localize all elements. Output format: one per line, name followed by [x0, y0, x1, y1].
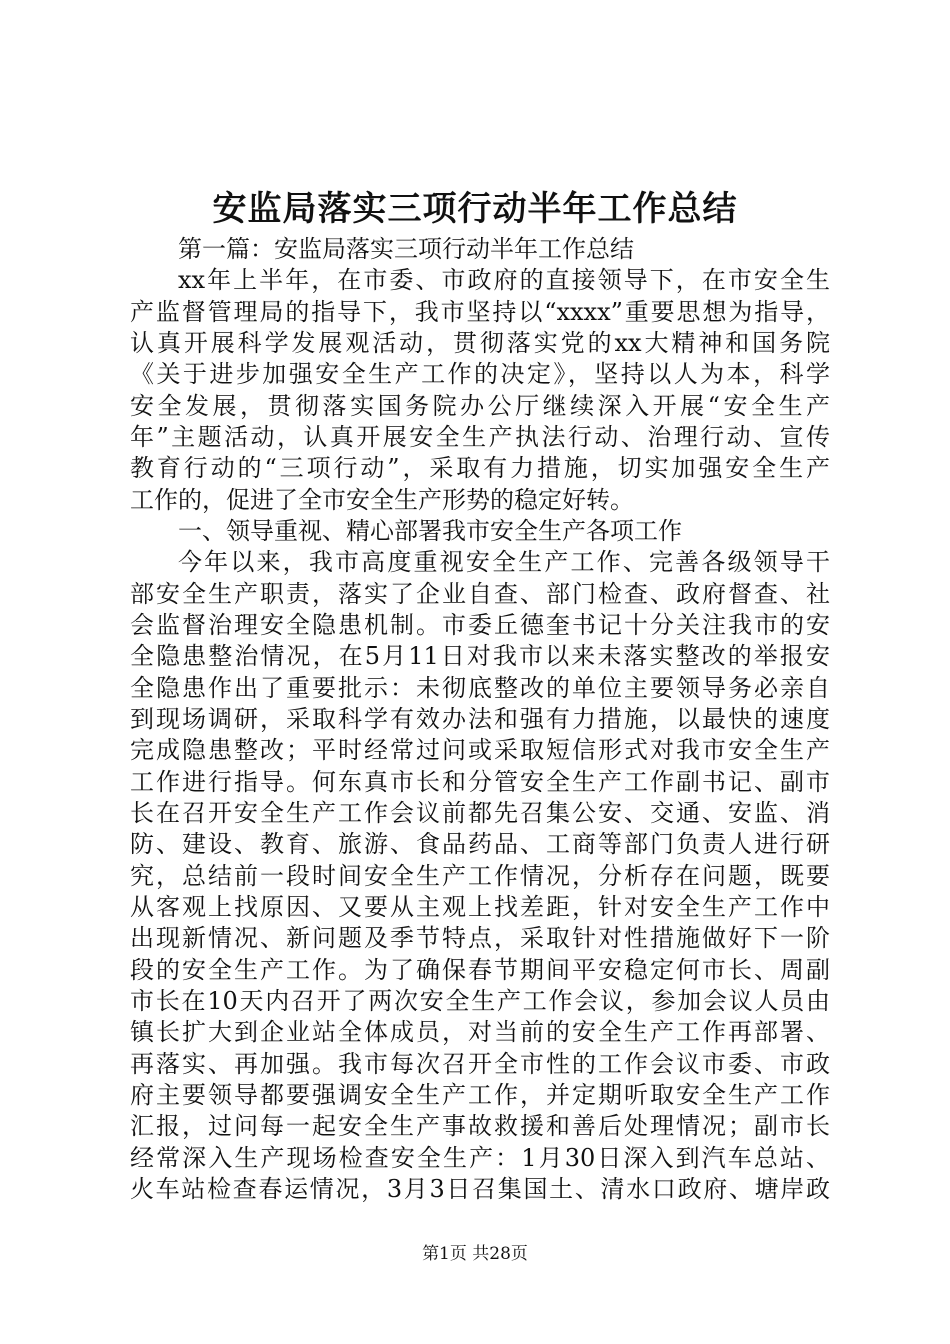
text-line: 市长在10天内召开了两次安全生产工作会议，参加会议人员由 — [130, 986, 830, 1015]
text-line: 出现新情况、新问题及季节特点，采取针对性措施做好下一阶 — [130, 924, 830, 953]
text-line: 从客观上找原因、又要从主观上找差距，针对安全生产工作中 — [130, 892, 830, 921]
text-line: 工作进行指导。何东真市长和分管安全生产工作副书记、副市 — [130, 767, 830, 796]
text-line: 《关于进步加强安全生产工作的决定》，坚持以人为本，科学 — [130, 360, 830, 389]
text-line: 镇长扩大到企业站全体成员，对当前的安全生产工作再部署、 — [130, 1018, 830, 1047]
text-line: 安全发展，贯彻落实国务院办公厅继续深入开展“安全生产 — [130, 391, 830, 420]
text-line: 到现场调研，采取科学有效办法和强有力措施，以最快的速度 — [130, 704, 830, 733]
text-line: 再落实、再加强。我市每次召开全市性的工作会议市委、市政 — [130, 1049, 830, 1078]
text-line: 全隐患作出了重要批示：未彻底整改的单位主要领导务必亲自 — [130, 673, 830, 702]
text-line: 一、领导重视、精心部署我市安全生产各项工作 — [178, 516, 682, 545]
text-line: 部安全生产职责，落实了企业自查、部门检查、政府督查、社 — [130, 579, 830, 608]
text-line: 教育行动的“三项行动”，采取有力措施，切实加强安全生产 — [130, 454, 830, 483]
text-line: xx年上半年，在市委、市政府的直接领导下，在市安全生 — [178, 266, 830, 295]
text-line: 究，总结前一段时间安全生产工作情况，分析存在问题，既要 — [130, 861, 830, 890]
document-title: 安监局落实三项行动半年工作总结 — [212, 189, 738, 229]
text-line: 工作的，促进了全市安全生产形势的稳定好转。 — [130, 485, 634, 514]
text-line: 第一篇：安监局落实三项行动半年工作总结 — [178, 235, 634, 263]
text-line: 完成隐患整改；平时经常过问或采取短信形式对我市安全生产 — [130, 736, 830, 765]
text-line: 产监督管理局的指导下，我市坚持以“xxxx”重要思想为指导， — [130, 297, 830, 326]
text-line: 火车站检查春运情况，3月3日召集国土、清水口政府、塘岸政 — [130, 1174, 830, 1203]
text-line: 防、建设、教育、旅游、食品药品、工商等部门负责人进行研 — [130, 830, 830, 859]
text-line: 府主要领导都要强调安全生产工作，并定期听取安全生产工作 — [130, 1080, 830, 1109]
text-line: 年”主题活动，认真开展安全生产执法行动、治理行动、宣传 — [130, 422, 830, 451]
page-footer: 第1页 共28页 — [422, 1244, 528, 1264]
document-body — [130, 234, 830, 1205]
text-line: 段的安全生产工作。为了确保春节期间平安稳定何市长、周副 — [130, 955, 830, 984]
text-line: 汇报，过问每一起安全生产事故救援和善后处理情况；副市长 — [130, 1112, 830, 1141]
text-line: 经常深入生产现场检查安全生产：1月30日深入到汽车总站、 — [130, 1143, 830, 1172]
text-line: 认真开展科学发展观活动，贯彻落实党的xx大精神和国务院 — [130, 328, 830, 357]
text-line: 今年以来，我市高度重视安全生产工作、完善各级领导干 — [178, 548, 830, 577]
text-line: 会监督治理安全隐患机制。市委丘德奎书记十分关注我市的安 — [130, 610, 830, 639]
text-line: 长在召开安全生产工作会议前都先召集公安、交通、安监、消 — [130, 798, 830, 827]
text-line: 全隐患整治情况，在5月11日对我市以来未落实整改的举报安 — [130, 642, 830, 671]
